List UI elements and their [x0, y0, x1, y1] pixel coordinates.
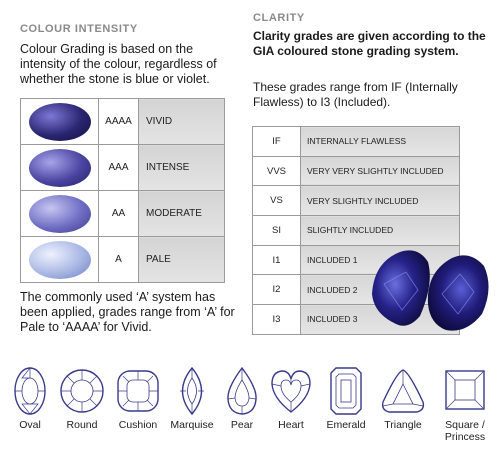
triangle-cut-icon — [379, 366, 427, 416]
emerald-cut-icon — [329, 366, 363, 416]
clarity-desc: INCLUDED 2 — [301, 275, 460, 305]
round-cut-icon — [59, 366, 105, 416]
shape-label: Cushion — [118, 419, 158, 431]
shape-cushion — [112, 366, 164, 431]
shape-label: Pear — [230, 419, 254, 431]
shape-round — [55, 366, 109, 431]
colour-intro: Colour Grading is based on the intensity of the colour, regardless of whether the stone is blue or violet. — [20, 42, 217, 86]
colour-note: The commonly used ‘A’ system has been applied, grades range from ‘A’ for Pale to ‘AAAA’ for Vivid. — [20, 290, 235, 334]
clarity-row — [253, 156, 460, 186]
clarity-desc: SLIGHTLY INCLUDED — [301, 216, 460, 246]
shape-label: Heart — [278, 419, 304, 431]
shape-heart — [268, 366, 314, 431]
grade-code: AAAA — [99, 99, 139, 145]
heart-cut-icon — [269, 366, 313, 416]
clarity-code: I2 — [253, 275, 301, 305]
clarity-desc: VERY SLIGHTLY INCLUDED — [301, 186, 460, 216]
clarity-code: I3 — [253, 305, 301, 335]
clarity-code: VVS — [253, 156, 301, 186]
shape-marquise — [166, 366, 218, 431]
cushion-cut-icon — [115, 366, 161, 416]
gem-image-vivid — [21, 99, 99, 145]
grade-code: AA — [99, 191, 139, 237]
shape-pear — [222, 366, 262, 431]
colour-intensity-heading: COLOUR INTENSITY — [20, 23, 138, 35]
gem-image-intense — [21, 145, 99, 191]
grade-label: INTENSE — [139, 145, 225, 191]
clarity-desc: INTERNALLY FLAWLESS — [301, 127, 460, 157]
shape-emerald — [322, 366, 370, 431]
clarity-row — [253, 186, 460, 216]
clarity-desc: INCLUDED 3 — [301, 305, 460, 335]
grade-label: VIVID — [139, 99, 225, 145]
colour-row — [21, 191, 225, 237]
clarity-code: I1 — [253, 245, 301, 275]
shape-triangle — [377, 366, 429, 431]
shape-label-line2: Princess — [444, 431, 486, 443]
colour-row — [21, 237, 225, 283]
clarity-heading: CLARITY — [253, 12, 305, 24]
clarity-code: VS — [253, 186, 301, 216]
colour-row — [21, 99, 225, 145]
clarity-intro-bold: Clarity grades are given according to the GIA coloured stone grading system. — [253, 29, 486, 58]
colour-grade-table — [20, 98, 225, 283]
clarity-desc: INCLUDED 1 — [301, 245, 460, 275]
princess-cut-icon — [443, 366, 487, 416]
grade-label: MODERATE — [139, 191, 225, 237]
gem-shapes-row — [0, 366, 500, 460]
shape-oval — [8, 366, 52, 431]
clarity-code: IF — [253, 127, 301, 157]
grade-label: PALE — [139, 237, 225, 283]
gem-image-pale — [21, 237, 99, 283]
marquise-cut-icon — [175, 366, 209, 416]
grade-code: A — [99, 237, 139, 283]
grade-code: AAA — [99, 145, 139, 191]
oval-cut-icon — [13, 366, 47, 416]
shape-label: Emerald — [326, 419, 366, 431]
clarity-row — [253, 216, 460, 246]
colour-row — [21, 145, 225, 191]
clarity-desc: VERY VERY SLIGHTLY INCLUDED — [301, 156, 460, 186]
clarity-code: SI — [253, 216, 301, 246]
clarity-row — [253, 127, 460, 157]
shape-label: Oval — [19, 419, 41, 431]
gem-image-moderate — [21, 191, 99, 237]
shape-princess — [434, 366, 496, 443]
clarity-intro: These grades range from IF (Internally Flawless) to I3 (Included). — [253, 80, 458, 109]
pear-cut-icon — [225, 366, 259, 416]
shape-label: Square / — [445, 419, 485, 431]
shape-label: Round — [66, 419, 98, 431]
shape-label: Marquise — [170, 419, 214, 431]
shape-label: Triangle — [384, 419, 422, 431]
trillion-gems-image — [366, 244, 496, 336]
